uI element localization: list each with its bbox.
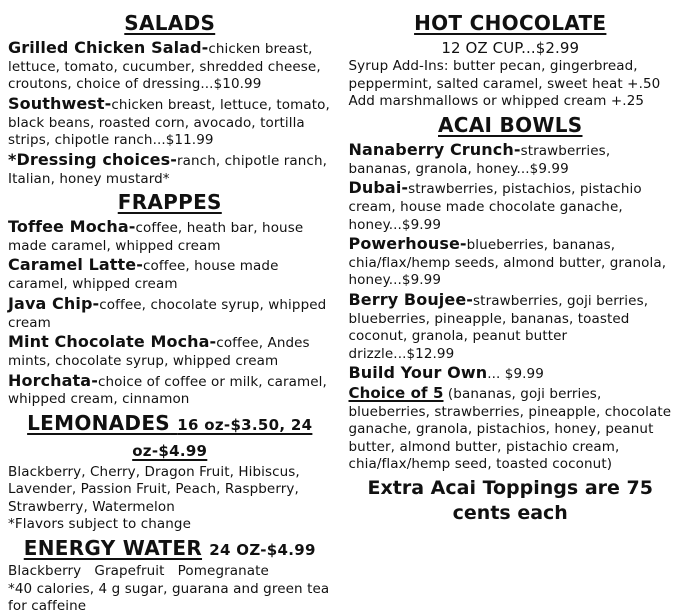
menu-item-toffee-mocha: [8, 217, 332, 255]
item-desc: strawberries, pistachios, pistachio cream, house made chocolate ganache, honey...$9.99: [348, 181, 642, 233]
item-desc: strawberries, bananas, granola, honey...$9.99: [348, 142, 611, 177]
lemonades-title: LEMONADES: [27, 410, 171, 435]
item-name: Caramel Latte-: [8, 255, 143, 275]
frappes-title: FRAPPES: [117, 190, 222, 215]
energy-water-footnote: *40 calories, 4 g sugar, guarana and green tea for caffeine: [8, 580, 330, 615]
item-name: Horchata-: [8, 370, 98, 390]
lemonade-footnote: *Flavors subject to change: [8, 516, 192, 533]
item-name: Southwest-: [8, 93, 112, 113]
left-column: [8, 9, 332, 615]
item-name: Powerhouse-: [348, 234, 467, 254]
hot-chocolate-heading: [349, 10, 673, 36]
section-salads: [8, 10, 332, 188]
menu-item-dressing-choices: [8, 150, 332, 188]
menu-item-build-your-own: [349, 363, 673, 384]
item-desc: blueberries, bananas, chia/flax/hemp seeds, almond butter, granola, honey...$9.99: [348, 237, 667, 289]
item-name: Mint Chocolate Mocha-: [8, 332, 217, 352]
menu-item-powerhouse: [349, 234, 673, 290]
choice-label: Choice of 5: [348, 384, 444, 403]
lemonade-flavors: Blackberry, Cherry, Dragon Fruit, Hibiscus, Lavender, Passion Fruit, Peach, Raspberry, Strawberry, Watermelon: [8, 463, 300, 515]
energy-water-price: 24 OZ-$4.99: [209, 541, 316, 560]
salads-heading: [8, 10, 332, 36]
lemonades-prices: 16 oz-$3.50, 24 oz-$4.99: [132, 415, 313, 460]
hot-chocolate-size-price: 12 OZ CUP...$2.99: [441, 39, 580, 57]
item-desc: choice of coffee or milk, caramel, whipped cream, cinnamon: [8, 373, 327, 408]
item-name: Dubai-: [348, 178, 409, 198]
item-name: Grilled Chicken Salad-: [8, 38, 209, 57]
acai-bowls-heading: [349, 112, 673, 138]
item-desc: ... $9.99: [487, 366, 544, 383]
menu-item-horchata: [8, 371, 332, 409]
menu-item-dubai: [349, 178, 673, 234]
right-column: [349, 9, 673, 589]
lemonades-heading: [8, 410, 332, 462]
acai-choice-of-5: [349, 384, 673, 474]
menu-item-nanaberry-crunch: [349, 140, 673, 178]
energy-water-heading: [8, 535, 332, 561]
hot-chocolate-addins: Syrup Add-Ins: butter pecan, gingerbread, peppermint, salted caramel, sweet heat +.50: [348, 58, 661, 92]
menu-item-berry-boujee: [349, 290, 673, 363]
item-name: Berry Boujee-: [348, 290, 474, 310]
hot-chocolate-title: HOT CHOCOLATE: [414, 11, 607, 35]
item-desc: coffee, house made caramel, whipped cream: [8, 258, 279, 293]
item-desc: chicken breast, lettuce, tomato, black beans, roasted corn, avocado, tortilla strips, chipotle ranch...$11.99: [8, 96, 330, 149]
section-hot-chocolate: [349, 10, 673, 111]
energy-water-flavors: Blackberry Grapefruit Pomegranate: [8, 563, 269, 580]
section-acai-bowls: [349, 112, 673, 525]
item-name: Toffee Mocha-: [8, 217, 136, 237]
menu-item-caramel-latte: [8, 255, 332, 293]
section-lemonades: [8, 410, 332, 534]
menu-item-grilled-chicken-salad: [8, 38, 332, 94]
section-energy-water: [8, 535, 332, 616]
lemonades-heading-underline: [27, 411, 312, 461]
item-desc: coffee, chocolate syrup, whipped cream: [8, 296, 327, 331]
item-name: Java Chip-: [8, 293, 100, 313]
menu-item-mint-chocolate-mocha: [8, 332, 332, 370]
hot-chocolate-extras: Add marshmallows or whipped cream +.25: [348, 93, 645, 110]
choice-desc: (bananas, goji berries, blueberries, strawberries, pineapple, chocolate ganache, granola, pistachios, honey, peanut butter, almond butter, pistachio cream, chia/flax/hemp seed, toasted coconut): [348, 386, 672, 473]
frappes-heading: [8, 189, 332, 215]
section-frappes: [8, 189, 332, 409]
energy-water-title: ENERGY WATER: [23, 536, 203, 561]
item-desc: coffee, Andes mints, chocolate syrup, whipped cream: [8, 335, 310, 369]
item-name: *Dressing choices-: [8, 149, 177, 169]
item-desc: strawberries, goji berries, blueberries, pineapple, bananas, toasted coconut, granola, peanut butter drizzle...$12.99: [348, 293, 649, 362]
salads-title: SALADS: [124, 11, 216, 35]
item-name: Nanaberry Crunch-: [348, 139, 521, 159]
item-name: Build Your Own: [348, 363, 488, 383]
menu-item-java-chip: [8, 294, 332, 332]
item-desc: chicken breast, lettuce, tomato, cucumber, shredded cheese, croutons, choice of dressing...$10.99: [8, 41, 321, 93]
item-desc: ranch, chipotle ranch, Italian, honey mustard*: [8, 152, 327, 187]
acai-bowls-title: ACAI BOWLS: [438, 112, 583, 137]
menu-item-southwest: [8, 94, 332, 150]
acai-toppings-note: Extra Acai Toppings are 75 cents each: [367, 476, 653, 524]
item-desc: coffee, heath bar, house made caramel, whipped cream: [8, 220, 304, 254]
